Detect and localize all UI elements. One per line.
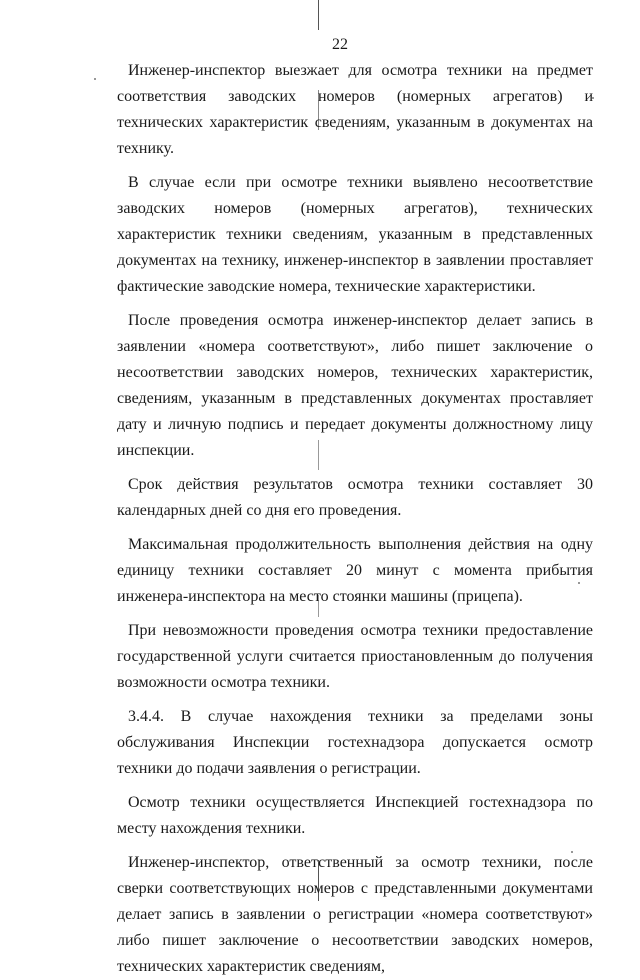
paragraph: Инженер-инспектор выезжает для осмотра техники на предмет соответствия заводских номеров (номерных агрегатов) и технических характеристик сведениям, указанным в документах на технику.	[117, 62, 593, 157]
paragraph: Осмотр техники осуществляется Инспекцией гостехнадзора по месту нахождения техники.	[117, 794, 593, 837]
paragraph: Срок действия результатов осмотра техники составляет 30 календарных дней со дня его проведения.	[117, 476, 593, 519]
paragraph: При невозможности проведения осмотра техники предоставление государственной услуги считается приостановленным до получения возможности осмотра техники.	[117, 622, 593, 691]
paragraph: Максимальная продолжительность выполнения действия на одну единицу техники составляет 20 минут с момента прибытия инженера-инспектора на место стоянки машины (прицепа).	[117, 536, 593, 605]
paragraph: В случае если при осмотре техники выявлено несоответствие заводских номеров (номерных агрегатов), технических характеристик техники сведениям, указанным в представленных документах на технику, инженер-инспектор в заявлении проставляет фактические заводские номера, технические характеристики.	[117, 174, 593, 295]
document-body	[117, 58, 593, 980]
page-number: 22	[332, 36, 348, 53]
scan-speck	[94, 78, 96, 80]
paragraph: После проведения осмотра инженер-инспектор делает запись в заявлении «номера соответствуют», либо пишет заключение о несоответствии заводских номеров, технических характеристик, сведениям, указанным в представленных документах проставляет дату и личную подпись и передает документы должностному лицу инспекции.	[117, 312, 593, 459]
scan-fold-line	[318, 0, 319, 30]
paragraph: Инженер-инспектор, ответственный за осмотр техники, после сверки соответствующих номеров с представленными документами делает запись в заявлении о регистрации «номера соответствуют» либо пишет заключение о несоответствии заводских номеров, технических характеристик сведениям,	[117, 854, 593, 975]
paragraph: 3.4.4. В случае нахождения техники за пределами зоны обслуживания Инспекции гостехнадзора допускается осмотр техники до подачи заявления о регистрации.	[117, 708, 593, 777]
